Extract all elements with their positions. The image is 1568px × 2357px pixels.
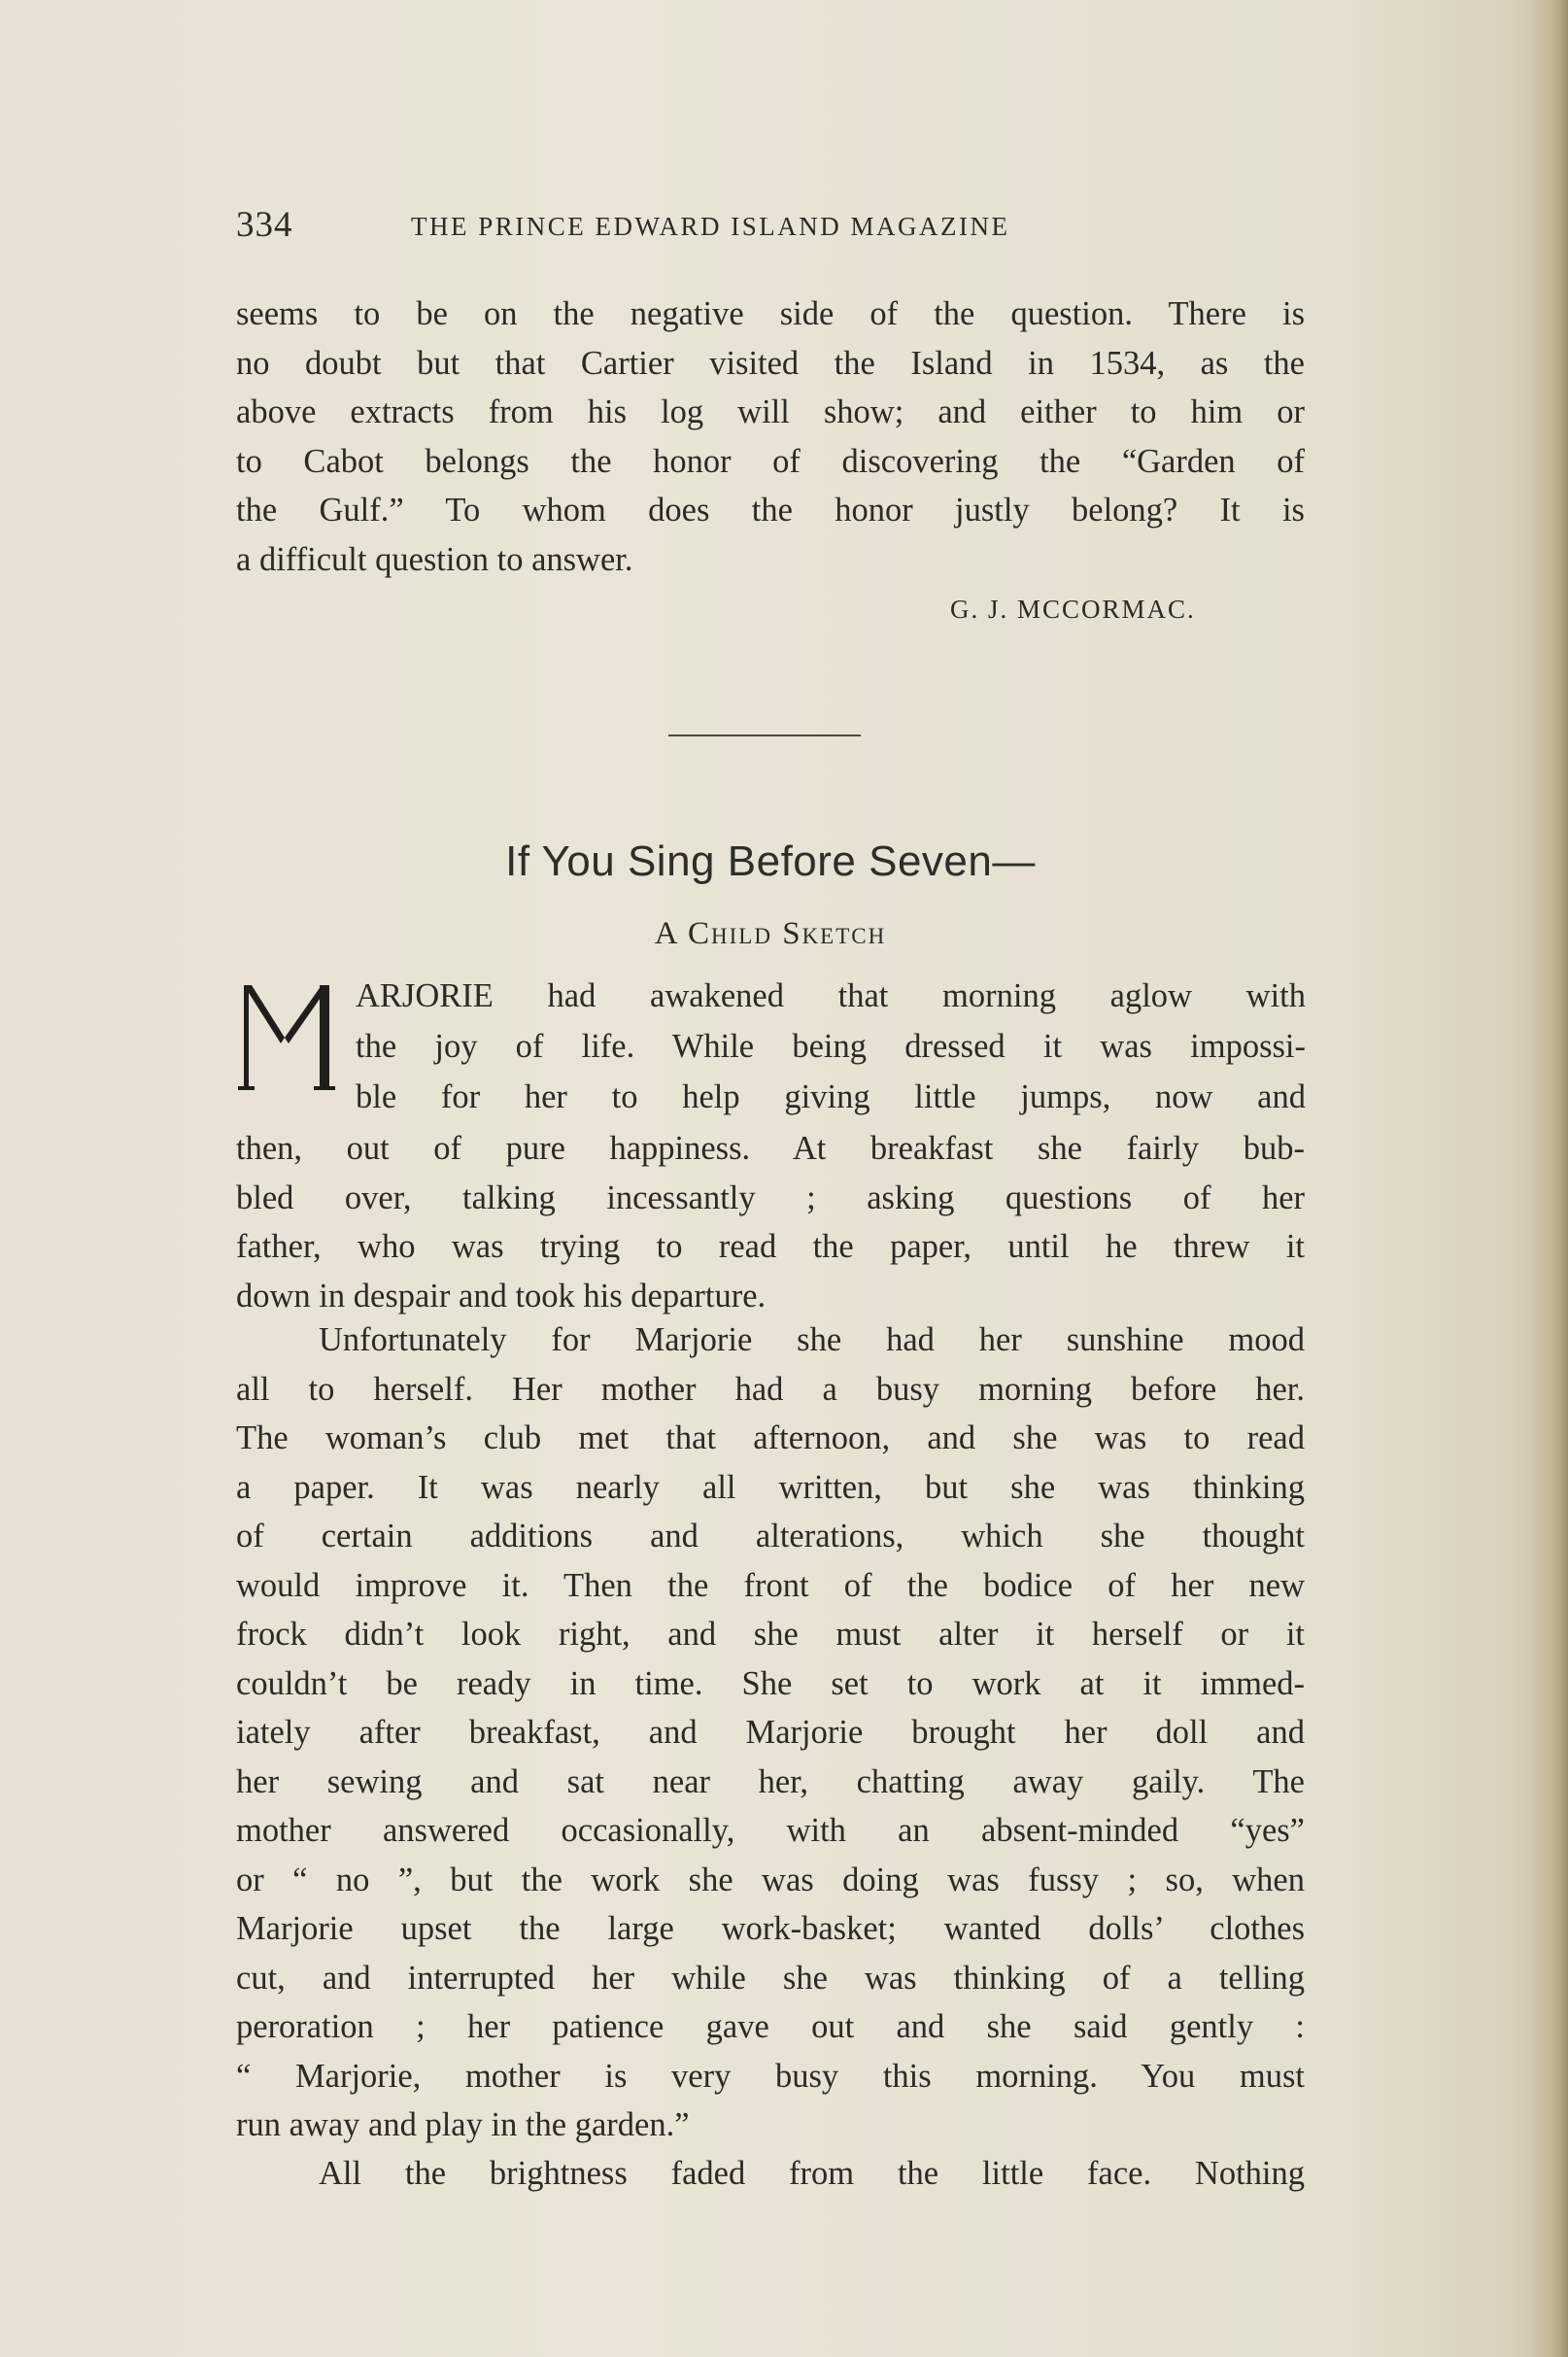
- text-line: a paper. It was nearly all written, but she was thinking: [236, 1468, 1305, 1506]
- text-line: of certain additions and alterations, which she thought: [236, 1518, 1305, 1554]
- text-line: father, who was trying to read the paper, until he threw it: [236, 1228, 1305, 1265]
- text-line: then, out of pure happiness. At breakfast she fairly bub-: [236, 1130, 1305, 1167]
- drop-cap-letter-glyph: [236, 979, 338, 1096]
- article1-closing-paragraph: [236, 290, 1305, 584]
- paragraph-3: [236, 2149, 1305, 2199]
- text-line: a difficult question to answer.: [236, 540, 633, 578]
- text-line: cut, and interrupted her while she was thinking of a telling: [236, 1959, 1305, 1997]
- text-line: to Cabot belongs the honor of discovering the “Garden of: [236, 442, 1305, 480]
- text-line: iately after breakfast, and Marjorie brought her doll and: [236, 1714, 1305, 1751]
- paragraph-1-continuation: [236, 1124, 1305, 1320]
- drop-cap: [236, 979, 338, 1096]
- text-line: run away and play in the garden.”: [236, 2106, 690, 2143]
- subtitle-text: A Child Sketch: [654, 916, 887, 951]
- article-subtitle: [236, 916, 1305, 952]
- paragraph-2: [236, 1315, 1305, 2150]
- author-signature: G. J. MCCORMAC.: [950, 595, 1196, 624]
- text-line: her sewing and sat near her, chatting away gaily. The: [236, 1762, 1305, 1800]
- text-line: no doubt but that Cartier visited the Island in 1534, as the: [236, 344, 1305, 382]
- text-line: peroration ; her patience gave out and she said gently :: [236, 2008, 1305, 2045]
- dropcap-line-3: ble for her to help giving little jumps, now and: [356, 1078, 1306, 1115]
- text-line: “ Marjorie, mother is very busy this morning. You must: [236, 2057, 1305, 2095]
- page-header: [236, 204, 1305, 253]
- drop-cap-letter: M: [236, 979, 237, 980]
- text-line: down in despair and took his departure.: [236, 1277, 767, 1315]
- dropcap-line-1: ARJORIE had awakened that morning aglow with: [356, 977, 1306, 1014]
- text-line: the Gulf.” To whom does the honor justly belong? It is: [236, 492, 1305, 529]
- text-line: frock didn’t look right, and she must alter it herself or it: [236, 1616, 1305, 1653]
- article-title: If You Sing Before Seven—: [505, 837, 1036, 885]
- text-line: Unfortunately for Marjorie she had her sunshine mood: [319, 1321, 1305, 1358]
- text-line: would improve it. Then the front of the bodice of her new: [236, 1566, 1305, 1604]
- text-line: The woman’s club met that afternoon, and she was to read: [236, 1419, 1305, 1456]
- dropcap-line-2: the joy of life. While being dressed it was impossi-: [356, 1028, 1306, 1065]
- text-line: couldn’t be ready in time. She set to work at it immed-: [236, 1664, 1305, 1702]
- text-line: mother answered occasionally, with an absent-minded “yes”: [236, 1812, 1305, 1849]
- text-line: or “ no ”, but the work she was doing was fussy ; so, when: [236, 1861, 1305, 1898]
- text-line: seems to be on the negative side of the question. There is: [236, 295, 1305, 332]
- text-line: above extracts from his log will show; and either to him or: [236, 393, 1305, 430]
- page-edge-shadow: [1529, 0, 1568, 2357]
- running-head: THE PRINCE EDWARD ISLAND MAGAZINE: [411, 212, 1010, 241]
- text-line: all to herself. Her mother had a busy morning before her.: [236, 1370, 1305, 1408]
- text-line: Marjorie upset the large work-basket; wanted dolls’ clothes: [236, 1910, 1305, 1947]
- page-number: 334: [236, 205, 293, 245]
- section-divider: [668, 734, 861, 736]
- text-line: All the brightness faded from the little face. Nothing: [319, 2155, 1305, 2192]
- text-line: bled over, talking incessantly ; asking questions of her: [236, 1178, 1305, 1216]
